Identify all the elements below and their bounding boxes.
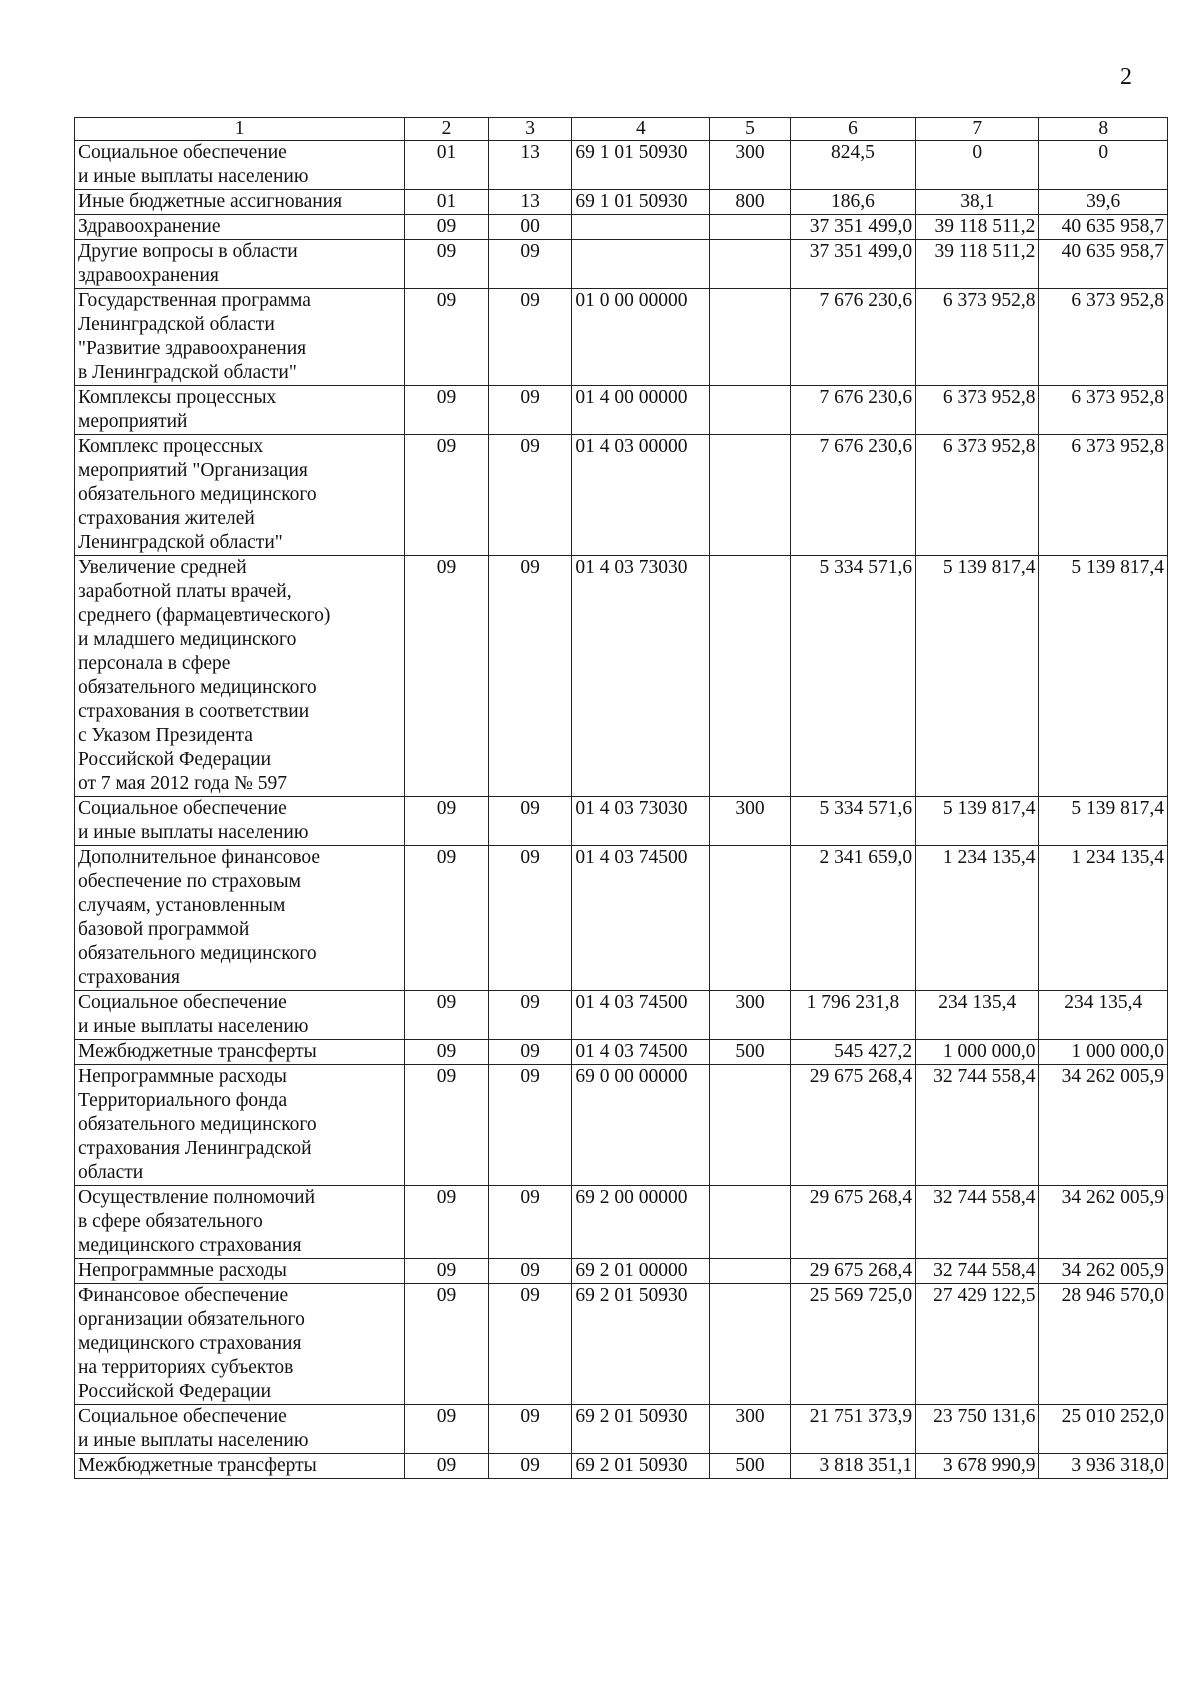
- table-row: [75, 190, 1168, 215]
- row-target-code: 69 1 01 50930: [572, 141, 710, 190]
- row-amount-col7: 39 118 511,2: [916, 240, 1039, 289]
- row-amount-col8: 25 010 252,0: [1039, 1405, 1168, 1454]
- row-subsection: 09: [488, 1040, 572, 1065]
- row-expense-type: [710, 1186, 790, 1259]
- row-amount-col6: 1 796 231,8: [790, 991, 915, 1040]
- row-expense-type: [710, 435, 790, 556]
- table-row: [75, 1454, 1168, 1479]
- row-subsection: 09: [488, 386, 572, 435]
- table-row: [75, 1259, 1168, 1284]
- row-expense-type: 500: [710, 1454, 790, 1479]
- row-amount-col7: 234 135,4: [916, 991, 1039, 1040]
- row-amount-col6: 29 675 268,4: [790, 1065, 915, 1186]
- row-subsection: 09: [488, 846, 572, 991]
- column-header: 1: [75, 118, 405, 141]
- table-row: [75, 1284, 1168, 1405]
- row-name: Социальное обеспечение и иные выплаты населению: [75, 1405, 405, 1454]
- row-section: 09: [405, 1065, 489, 1186]
- row-amount-col6: 545 427,2: [790, 1040, 915, 1065]
- row-target-code: 69 2 01 50930: [572, 1284, 710, 1405]
- row-amount-col6: 3 818 351,1: [790, 1454, 915, 1479]
- row-section: 01: [405, 141, 489, 190]
- table-row: [75, 797, 1168, 846]
- row-expense-type: 300: [710, 991, 790, 1040]
- row-amount-col6: 37 351 499,0: [790, 215, 915, 240]
- row-amount-col8: 1 234 135,4: [1039, 846, 1168, 991]
- row-subsection: 09: [488, 797, 572, 846]
- row-section: 09: [405, 846, 489, 991]
- row-expense-type: 300: [710, 797, 790, 846]
- row-amount-col7: 1 000 000,0: [916, 1040, 1039, 1065]
- row-expense-type: 300: [710, 141, 790, 190]
- row-amount-col8: 234 135,4: [1039, 991, 1168, 1040]
- row-name: Непрограммные расходы: [75, 1259, 405, 1284]
- row-amount-col7: 3 678 990,9: [916, 1454, 1039, 1479]
- row-section: 09: [405, 556, 489, 797]
- column-header: 2: [405, 118, 489, 141]
- row-amount-col7: 6 373 952,8: [916, 386, 1039, 435]
- row-section: 09: [405, 1284, 489, 1405]
- row-target-code: [572, 240, 710, 289]
- table-row: [75, 991, 1168, 1040]
- row-target-code: 01 4 03 73030: [572, 556, 710, 797]
- row-subsection: 09: [488, 991, 572, 1040]
- row-name: Иные бюджетные ассигнования: [75, 190, 405, 215]
- row-amount-col8: 0: [1039, 141, 1168, 190]
- row-amount-col8: 5 139 817,4: [1039, 797, 1168, 846]
- row-target-code: 01 4 03 74500: [572, 846, 710, 991]
- row-amount-col6: 186,6: [790, 190, 915, 215]
- row-name: Межбюджетные трансферты: [75, 1040, 405, 1065]
- table-row: [75, 1405, 1168, 1454]
- row-section: 09: [405, 991, 489, 1040]
- row-amount-col7: 1 234 135,4: [916, 846, 1039, 991]
- row-name: Другие вопросы в области здравоохранения: [75, 240, 405, 289]
- row-section: 09: [405, 289, 489, 386]
- row-target-code: 01 4 00 00000: [572, 386, 710, 435]
- row-expense-type: [710, 1259, 790, 1284]
- column-header: 3: [488, 118, 572, 141]
- row-amount-col6: 29 675 268,4: [790, 1186, 915, 1259]
- row-target-code: 69 2 00 00000: [572, 1186, 710, 1259]
- row-section: 09: [405, 435, 489, 556]
- column-header: 4: [572, 118, 710, 141]
- row-amount-col7: 6 373 952,8: [916, 289, 1039, 386]
- row-name: Государственная программа Ленинградской области "Развитие здравоохранения в Ленинградской области": [75, 289, 405, 386]
- row-subsection: 09: [488, 1454, 572, 1479]
- row-amount-col8: 34 262 005,9: [1039, 1065, 1168, 1186]
- row-amount-col6: 7 676 230,6: [790, 289, 915, 386]
- row-amount-col7: 39 118 511,2: [916, 215, 1039, 240]
- row-amount-col7: 32 744 558,4: [916, 1186, 1039, 1259]
- row-target-code: 01 4 03 74500: [572, 1040, 710, 1065]
- row-target-code: 01 0 00 00000: [572, 289, 710, 386]
- row-subsection: 09: [488, 556, 572, 797]
- row-section: 09: [405, 1040, 489, 1065]
- column-header: 5: [710, 118, 790, 141]
- row-name: Финансовое обеспечение организации обязательного медицинского страхования на территориях субъектов Российской Федерации: [75, 1284, 405, 1405]
- row-amount-col7: 5 139 817,4: [916, 797, 1039, 846]
- row-name: Осуществление полномочий в сфере обязательного медицинского страхования: [75, 1186, 405, 1259]
- row-amount-col7: 27 429 122,5: [916, 1284, 1039, 1405]
- row-expense-type: [710, 240, 790, 289]
- row-expense-type: [710, 386, 790, 435]
- row-name: Социальное обеспечение и иные выплаты населению: [75, 141, 405, 190]
- table-row: [75, 556, 1168, 797]
- row-expense-type: 300: [710, 1405, 790, 1454]
- row-target-code: 69 0 00 00000: [572, 1065, 710, 1186]
- column-header: 8: [1039, 118, 1168, 141]
- row-subsection: 09: [488, 240, 572, 289]
- table-row: [75, 289, 1168, 386]
- row-name: Непрограммные расходы Территориального фонда обязательного медицинского страхования Ленинградской области: [75, 1065, 405, 1186]
- row-name: Социальное обеспечение и иные выплаты населению: [75, 991, 405, 1040]
- row-amount-col6: 37 351 499,0: [790, 240, 915, 289]
- row-amount-col6: 7 676 230,6: [790, 435, 915, 556]
- row-amount-col7: 23 750 131,6: [916, 1405, 1039, 1454]
- row-amount-col7: 32 744 558,4: [916, 1259, 1039, 1284]
- row-target-code: 01 4 03 00000: [572, 435, 710, 556]
- row-amount-col7: 5 139 817,4: [916, 556, 1039, 797]
- row-amount-col7: 32 744 558,4: [916, 1065, 1039, 1186]
- row-amount-col8: 28 946 570,0: [1039, 1284, 1168, 1405]
- row-expense-type: [710, 1065, 790, 1186]
- row-amount-col6: 2 341 659,0: [790, 846, 915, 991]
- row-section: 09: [405, 1405, 489, 1454]
- row-amount-col8: 39,6: [1039, 190, 1168, 215]
- row-name: Социальное обеспечение и иные выплаты населению: [75, 797, 405, 846]
- row-amount-col6: 25 569 725,0: [790, 1284, 915, 1405]
- row-name: Комплекс процессных мероприятий "Организация обязательного медицинского страхования жителей Ленинградской области": [75, 435, 405, 556]
- row-amount-col6: 824,5: [790, 141, 915, 190]
- row-amount-col6: 5 334 571,6: [790, 797, 915, 846]
- row-subsection: 00: [488, 215, 572, 240]
- row-section: 09: [405, 797, 489, 846]
- row-target-code: [572, 215, 710, 240]
- table-row: [75, 1186, 1168, 1259]
- row-target-code: 69 1 01 50930: [572, 190, 710, 215]
- row-target-code: 01 4 03 74500: [572, 991, 710, 1040]
- table-row: [75, 846, 1168, 991]
- row-expense-type: [710, 1284, 790, 1405]
- row-name: Межбюджетные трансферты: [75, 1454, 405, 1479]
- row-amount-col6: 29 675 268,4: [790, 1259, 915, 1284]
- row-expense-type: [710, 556, 790, 797]
- row-subsection: 09: [488, 1405, 572, 1454]
- row-amount-col6: 21 751 373,9: [790, 1405, 915, 1454]
- row-section: 09: [405, 1186, 489, 1259]
- row-amount-col6: 5 334 571,6: [790, 556, 915, 797]
- row-section: 01: [405, 190, 489, 215]
- row-target-code: 69 2 01 00000: [572, 1259, 710, 1284]
- row-expense-type: [710, 846, 790, 991]
- row-subsection: 09: [488, 289, 572, 386]
- row-amount-col6: 7 676 230,6: [790, 386, 915, 435]
- row-amount-col7: 38,1: [916, 190, 1039, 215]
- row-amount-col7: 0: [916, 141, 1039, 190]
- row-expense-type: [710, 289, 790, 386]
- row-amount-col8: 40 635 958,7: [1039, 215, 1168, 240]
- row-amount-col8: 6 373 952,8: [1039, 386, 1168, 435]
- row-section: 09: [405, 1259, 489, 1284]
- row-subsection: 09: [488, 1186, 572, 1259]
- table-row: [75, 386, 1168, 435]
- row-subsection: 09: [488, 435, 572, 556]
- row-name: Увеличение средней заработной платы врачей, среднего (фармацевтического) и младшего медицинского персонала в сфере обязательного медицинского страхования в соответствии с Указом Президента Российской Федерации от 7 мая 2012 года № 597: [75, 556, 405, 797]
- row-subsection: 13: [488, 190, 572, 215]
- row-amount-col8: 1 000 000,0: [1039, 1040, 1168, 1065]
- row-section: 09: [405, 1454, 489, 1479]
- table-header-row: [75, 118, 1168, 141]
- row-section: 09: [405, 240, 489, 289]
- row-name: Комплексы процессных мероприятий: [75, 386, 405, 435]
- row-expense-type: 800: [710, 190, 790, 215]
- table-row: [75, 435, 1168, 556]
- row-name: Дополнительное финансовое обеспечение по страховым случаям, установленным базовой программой обязательного медицинского страхования: [75, 846, 405, 991]
- row-amount-col7: 6 373 952,8: [916, 435, 1039, 556]
- row-amount-col8: 6 373 952,8: [1039, 289, 1168, 386]
- column-header: 7: [916, 118, 1039, 141]
- budget-table: [74, 117, 1168, 1479]
- row-amount-col8: 3 936 318,0: [1039, 1454, 1168, 1479]
- row-target-code: 69 2 01 50930: [572, 1405, 710, 1454]
- page-number: 2: [1120, 64, 1132, 90]
- table-row: [75, 240, 1168, 289]
- row-section: 09: [405, 215, 489, 240]
- row-amount-col8: 40 635 958,7: [1039, 240, 1168, 289]
- row-amount-col8: 34 262 005,9: [1039, 1259, 1168, 1284]
- row-section: 09: [405, 386, 489, 435]
- row-amount-col8: 5 139 817,4: [1039, 556, 1168, 797]
- row-name: Здравоохранение: [75, 215, 405, 240]
- column-header: 6: [790, 118, 915, 141]
- row-amount-col8: 34 262 005,9: [1039, 1186, 1168, 1259]
- table-row: [75, 1065, 1168, 1186]
- row-amount-col8: 6 373 952,8: [1039, 435, 1168, 556]
- row-target-code: 69 2 01 50930: [572, 1454, 710, 1479]
- row-expense-type: [710, 215, 790, 240]
- table-row: [75, 215, 1168, 240]
- table-row: [75, 141, 1168, 190]
- row-subsection: 09: [488, 1259, 572, 1284]
- row-target-code: 01 4 03 73030: [572, 797, 710, 846]
- row-subsection: 13: [488, 141, 572, 190]
- row-subsection: 09: [488, 1284, 572, 1405]
- row-expense-type: 500: [710, 1040, 790, 1065]
- table-row: [75, 1040, 1168, 1065]
- row-subsection: 09: [488, 1065, 572, 1186]
